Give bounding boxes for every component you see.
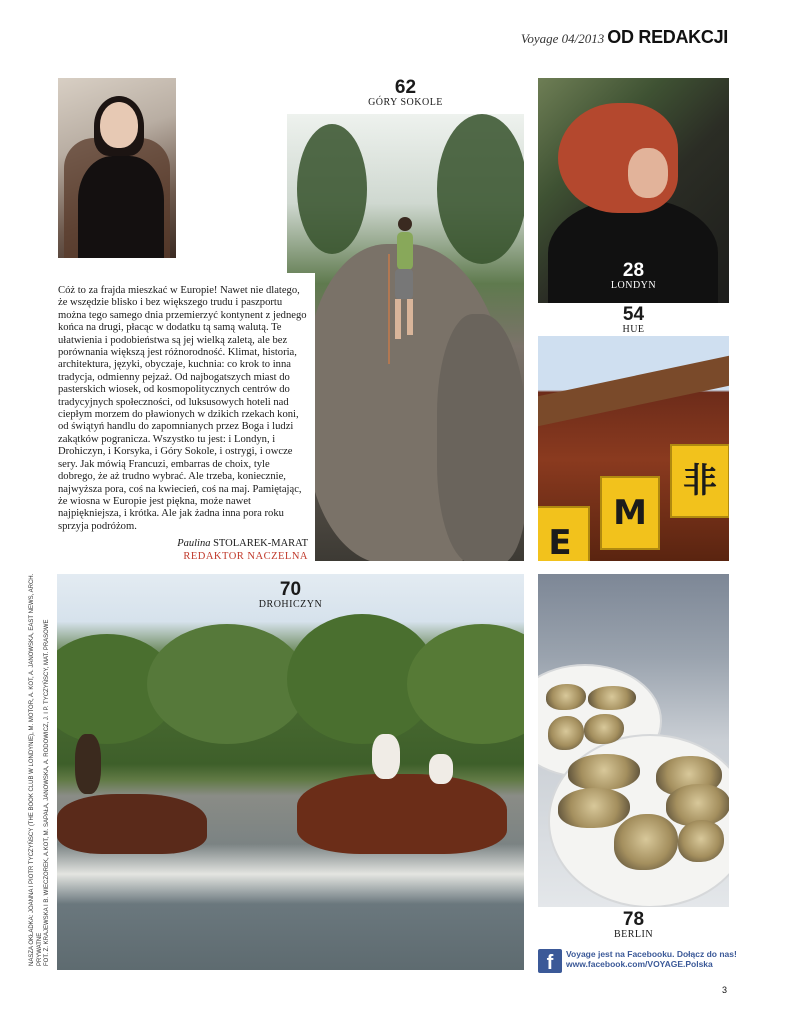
climber-figure bbox=[387, 214, 417, 364]
ref-hue bbox=[538, 305, 729, 336]
oyster-shape bbox=[548, 716, 584, 750]
oyster-shape bbox=[546, 684, 586, 710]
lantern-glyph: 非 bbox=[683, 461, 717, 501]
facebook-promo[interactable] bbox=[538, 949, 737, 973]
tree-shape bbox=[437, 114, 524, 264]
editorial-body bbox=[58, 285, 308, 533]
ref-gory-sokole bbox=[287, 78, 524, 109]
magazine-issue: Voyage 04/2013 bbox=[520, 31, 605, 46]
author-role: REDAKTOR NACZELNA bbox=[183, 551, 308, 562]
body-shape bbox=[78, 156, 164, 258]
london-photo bbox=[538, 78, 729, 303]
lantern bbox=[538, 506, 590, 561]
page-ref-place: BERLIN bbox=[613, 929, 654, 940]
face-shape bbox=[100, 102, 138, 148]
editor-portrait-photo bbox=[58, 78, 176, 258]
lantern-glyph: M bbox=[613, 493, 647, 533]
section-title: OD REDAKCJI bbox=[607, 27, 728, 47]
rider-shape bbox=[372, 734, 400, 779]
oyster-shape bbox=[678, 820, 724, 862]
tree-shape bbox=[407, 624, 524, 744]
photo-credits bbox=[29, 571, 52, 966]
face-shape bbox=[628, 148, 668, 198]
editorial-paragraph: Cóż to za frajda mieszkać w Europie! Nawet nie dlatego, że wszędzie blisko i bez większego trudu i paszportu można tego samego dnia przemierzyć kontynent z jednego końca na drugi, płacąc w dodatku tą samą walutą. Te ułatwienia i podobieństwa są jej wielką zaletą, ale bez porównania większą jest różnorodność. Klimat, historia, architektura, języki, obyczaje, kuchnia: co krok to inna tradycja, odmienny pejzaż. Od najbogatszych miast do pasterskich wiosek, od kosmopolitycznych centrów do tradycyjnych społeczności, od luksusowych hoteli nad ciepłym morzem do pławionych w dzikich rzekach koni, od świątyń handlu do zapomnianych przez Boga i ludzi zakątków pogranicza. Wszystko tu jest: i Londyn, i Drohiczyn, i Korsyka, i Góry Sokole, i ostrygi, i owcze sery. Jak mówią Francuzi, embarras de choix, tyle dobrego, że aż trudno wybrać. Ale trzeba, koniecznie, najwyższa pora, coś na kwiecień, coś na maj. Pamiętając, że wiosna w Europie jest piękna, może nawet najpiękniejsza, i krótka. Ale jak żadna inna pora roku sprzyja podróżom. bbox=[58, 285, 307, 532]
page-ref-place: GÓRY SOKOLE bbox=[368, 97, 443, 108]
facebook-text bbox=[566, 949, 737, 969]
ref-berlin bbox=[538, 910, 729, 941]
page-number: 3 bbox=[722, 985, 728, 995]
facebook-link[interactable]: www.facebook.com/VOYAGE.Polska bbox=[566, 959, 713, 969]
oyster-shape bbox=[584, 714, 624, 744]
page-ref-number: 54 bbox=[622, 304, 645, 325]
roof-shape bbox=[538, 356, 729, 427]
tree-shape bbox=[147, 624, 307, 744]
page-ref-number: 28 bbox=[622, 260, 645, 281]
page-ref-place: DROHICZYN bbox=[258, 599, 323, 610]
horse-shape bbox=[297, 774, 507, 854]
page-ref-place: HUE bbox=[622, 324, 645, 335]
oyster-shape bbox=[568, 754, 640, 790]
ref-londyn bbox=[538, 261, 729, 292]
ref-drohiczyn bbox=[57, 580, 524, 611]
author-first-name: Paulina bbox=[177, 538, 211, 549]
horse-shape bbox=[57, 794, 207, 854]
page-ref-place: LONDYN bbox=[610, 280, 657, 291]
climbing-photo bbox=[287, 114, 524, 561]
facebook-line1: Voyage jest na Facebooku. Dołącz do nas! bbox=[566, 949, 737, 959]
author-last-name: STOLAREK-MARAT bbox=[213, 538, 308, 549]
boulder-shape bbox=[437, 314, 524, 561]
facebook-icon: f bbox=[538, 949, 562, 973]
oyster-shape bbox=[588, 686, 636, 710]
rider-shape bbox=[75, 734, 101, 794]
lantern bbox=[600, 476, 660, 550]
lantern bbox=[670, 444, 729, 518]
oysters-photo bbox=[538, 574, 729, 907]
oyster-shape bbox=[614, 814, 678, 870]
page-header bbox=[521, 27, 728, 48]
page-ref-number: 78 bbox=[622, 909, 645, 930]
credits-line: FOT. Z. KRAJEWSKA I B. WIECZOREK, A.KOT, M. SAPAŁA, JANOWSKA, A. RODOWICZ, J. I P. TYCZYŃSCY, MAT. PRASOWE bbox=[44, 619, 50, 966]
drohiczyn-photo bbox=[57, 574, 524, 970]
credits-line: NASZA OKŁADKA: JOANNA I PIOTR TYCZYŃSCY (THE BOOK CLUB W LONDYNIE), M. MOTOR, A. KOT, A. JANOWSKA, EAST NEWS, ARCH. PRYWATNE bbox=[29, 573, 43, 966]
lantern-glyph: E bbox=[548, 523, 572, 561]
page-ref-number: 70 bbox=[279, 579, 302, 600]
hue-photo bbox=[538, 336, 729, 561]
oyster-shape bbox=[558, 788, 630, 828]
rider-shape bbox=[429, 754, 453, 784]
page-ref-number: 62 bbox=[394, 77, 417, 98]
tree-shape bbox=[297, 124, 367, 254]
editor-signature bbox=[58, 537, 308, 563]
